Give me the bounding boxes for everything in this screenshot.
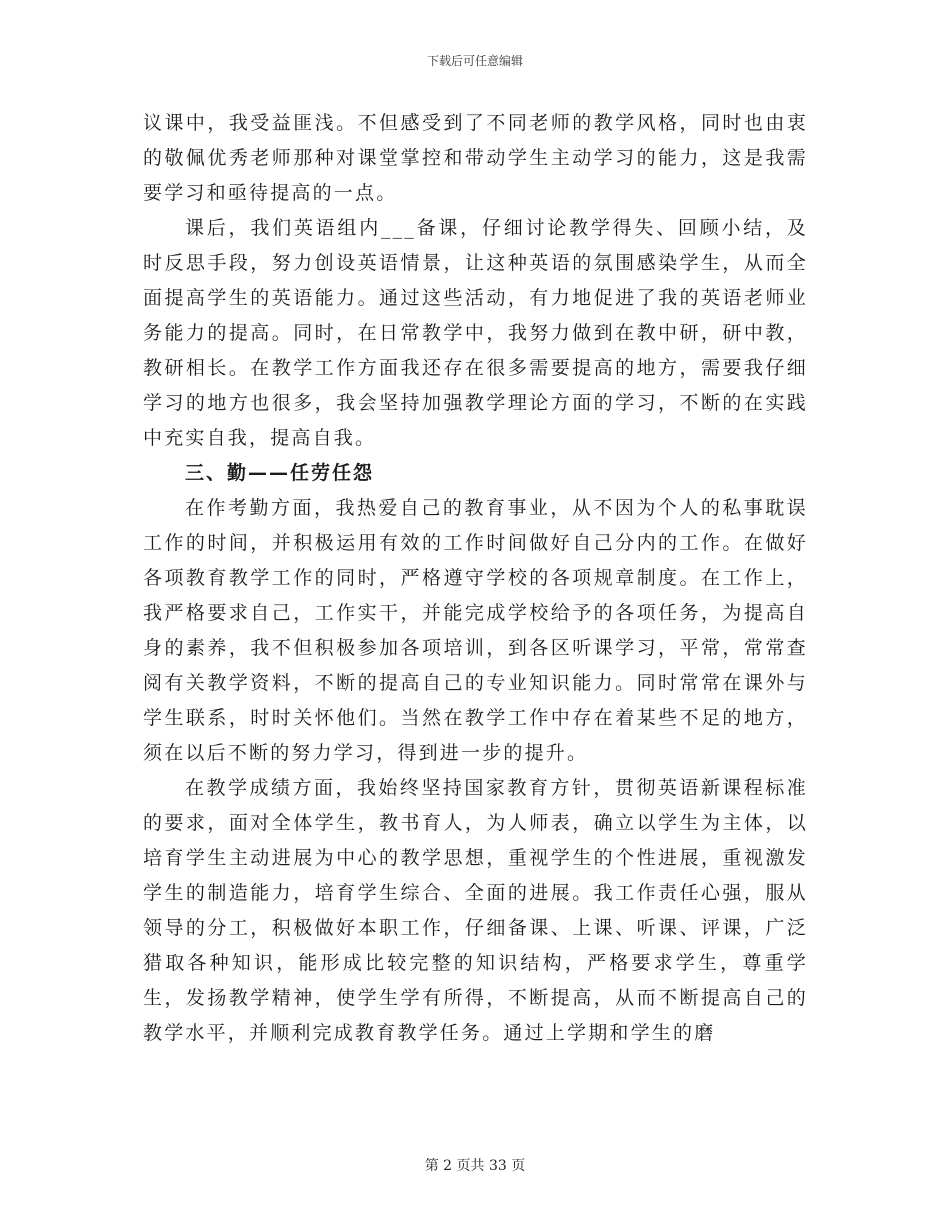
section-heading-3: 三、勤——任劳任怨 bbox=[185, 462, 375, 484]
paragraph-4: 在教学成绩方面，我始终坚持国家教育方针，贯彻英语新课程标准的要求，面对全体学生，教书育人，为人师表，确立以学生为主体，以培育学生主动进展为中心的教学思想，重视学生的个性进展，重视激发学生的制造能力，培育学生综合、全面的进展。我工作责任心强，服从领导的分工，积极做好本职工作，仔细备课、上课、听课、评课，广泛猎取各种知识，能形成比较完整的知识结构，严格要求学生，尊重学生，发扬教学精神，使学生学有所得，不断提高，从而不断提高自己的教学水平，并顺利完成教育教学任务。通过上学期和学生的磨 bbox=[143, 777, 808, 1044]
paragraph-1: 议课中，我受益匪浅。不但感受到了不同老师的教学风格，同时也由衷的敬佩优秀老师那种对课堂掌控和带动学生主动学习的能力，这是我需要学习和亟待提高的一点。 bbox=[143, 112, 808, 204]
paragraph-2: 课后，我们英语组内___备课，仔细讨论教学得失、回顾小结，及时反思手段，努力创设英语情景，让这种英语的氛围感染学生，从而全面提高学生的英语能力。通过这些活动，有力地促进了我的英语老师业务能力的提高。同时，在日常教学中，我努力做到在教中研，研中教，教研相长。在教学工作方面我还存在很多需要提高的地方，需要我仔细学习的地方也很多，我会坚持加强教学理论方面的学习，不断的在实践中充实自我，提高自我。 bbox=[143, 217, 808, 449]
document-body bbox=[143, 106, 808, 1051]
paragraph-3: 在作考勤方面，我热爱自己的教育事业，从不因为个人的私事耽误工作的时间，并积极运用有效的工作时间做好自己分内的工作。在做好各项教育教学工作的同时，严格遵守学校的各项规章制度。在工作上，我严格要求自己，工作实干，并能完成学校给予的各项任务，为提高自身的素养，我不但积极参加各项培训，到各区听课学习，平常，常常查阅有关教学资料，不断的提高自己的专业知识能力。同时常常在课外与学生联系，时时关怀他们。当然在教学工作中存在着某些不足的地方，须在以后不断的努力学习，得到进一步的提升。 bbox=[143, 497, 808, 764]
page-header-note: 下载后可任意编辑 bbox=[426, 54, 523, 68]
page-number-footer: 第 2 页共 33 页 bbox=[424, 1158, 526, 1174]
